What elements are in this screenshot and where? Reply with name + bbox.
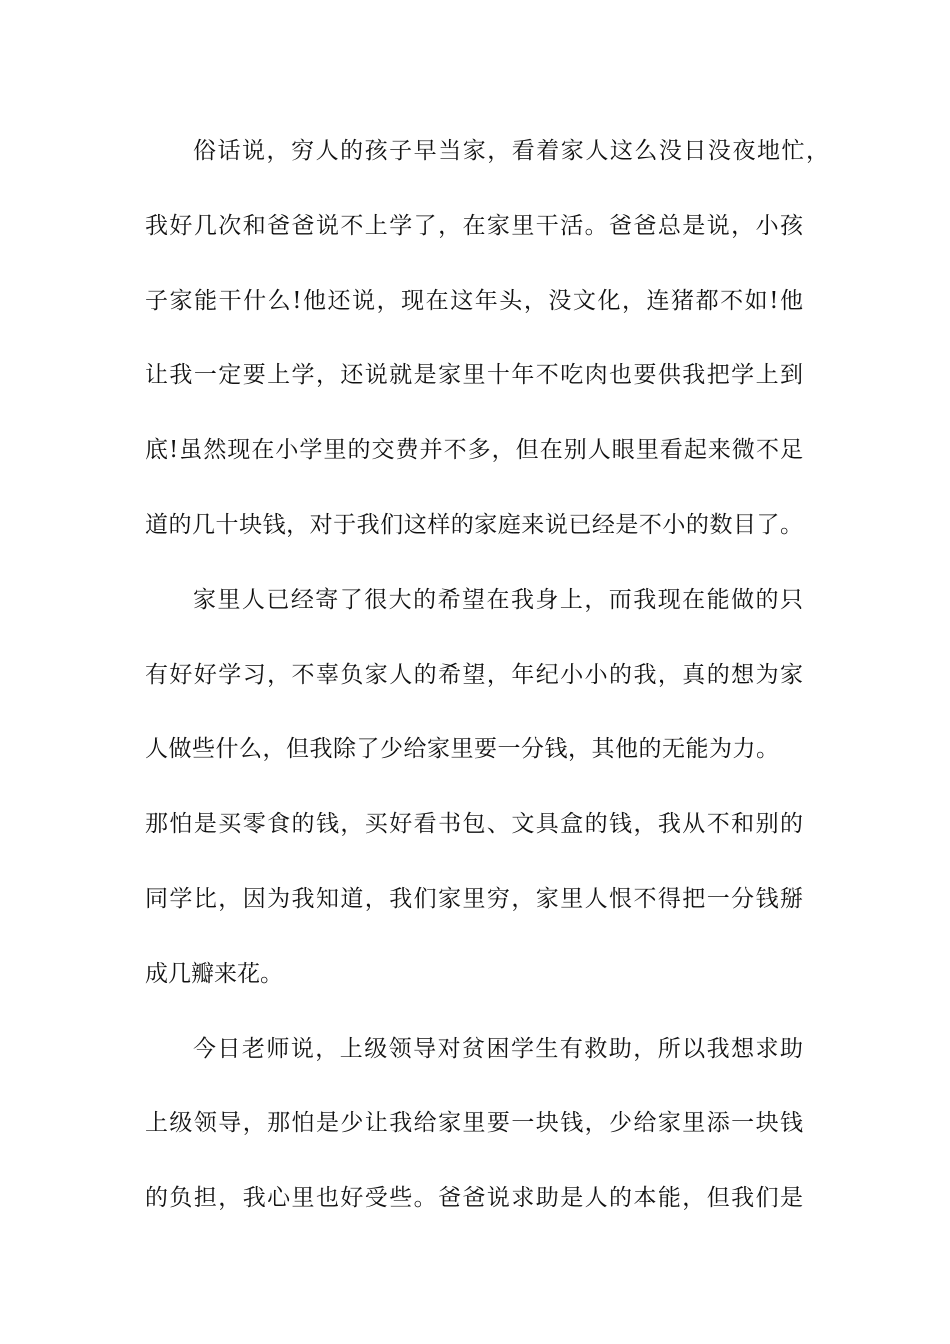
- text-line: 人做些什么，但我除了少给家里要一分钱，其他的无能为力。: [145, 736, 779, 762]
- text-line: 那怕是买零食的钱，买好看书包、文具盒的钱，我从不和别的: [145, 811, 803, 837]
- text-line: 上级领导，那怕是少让我给家里要一块钱，少给家里添一块钱: [145, 1110, 803, 1136]
- text-line: 今日老师说，上级领导对贫困学生有救助，所以我想求助: [193, 1036, 803, 1062]
- text-line: 成几瓣来花。: [145, 961, 283, 987]
- text-line: 子家能干什么!他还说，现在这年头，没文化，连猪都不如!他: [145, 288, 803, 314]
- text-line: 同学比，因为我知道，我们家里穷，家里人恨不得把一分钱掰: [145, 886, 803, 912]
- text-line: 有好好学习，不辜负家人的希望，年纪小小的我，真的想为家: [145, 662, 803, 688]
- text-line: 家里人已经寄了很大的希望在我身上，而我现在能做的只: [193, 587, 803, 613]
- text-line: 俗话说，穷人的孩子早当家，看着家人这么没日没夜地忙，: [193, 138, 829, 164]
- text-line: 让我一定要上学，还说就是家里十年不吃肉也要供我把学上到: [145, 362, 803, 388]
- text-line: 道的几十块钱，对于我们这样的家庭来说已经是不小的数目了。: [145, 512, 803, 538]
- text-line: 的负担，我心里也好受些。爸爸说求助是人的本能，但我们是: [145, 1185, 803, 1211]
- text-line: 底!虽然现在小学里的交费并不多，但在别人眼里看起来微不足: [145, 437, 803, 463]
- text-line: 我好几次和爸爸说不上学了，在家里干活。爸爸总是说，小孩: [145, 213, 803, 239]
